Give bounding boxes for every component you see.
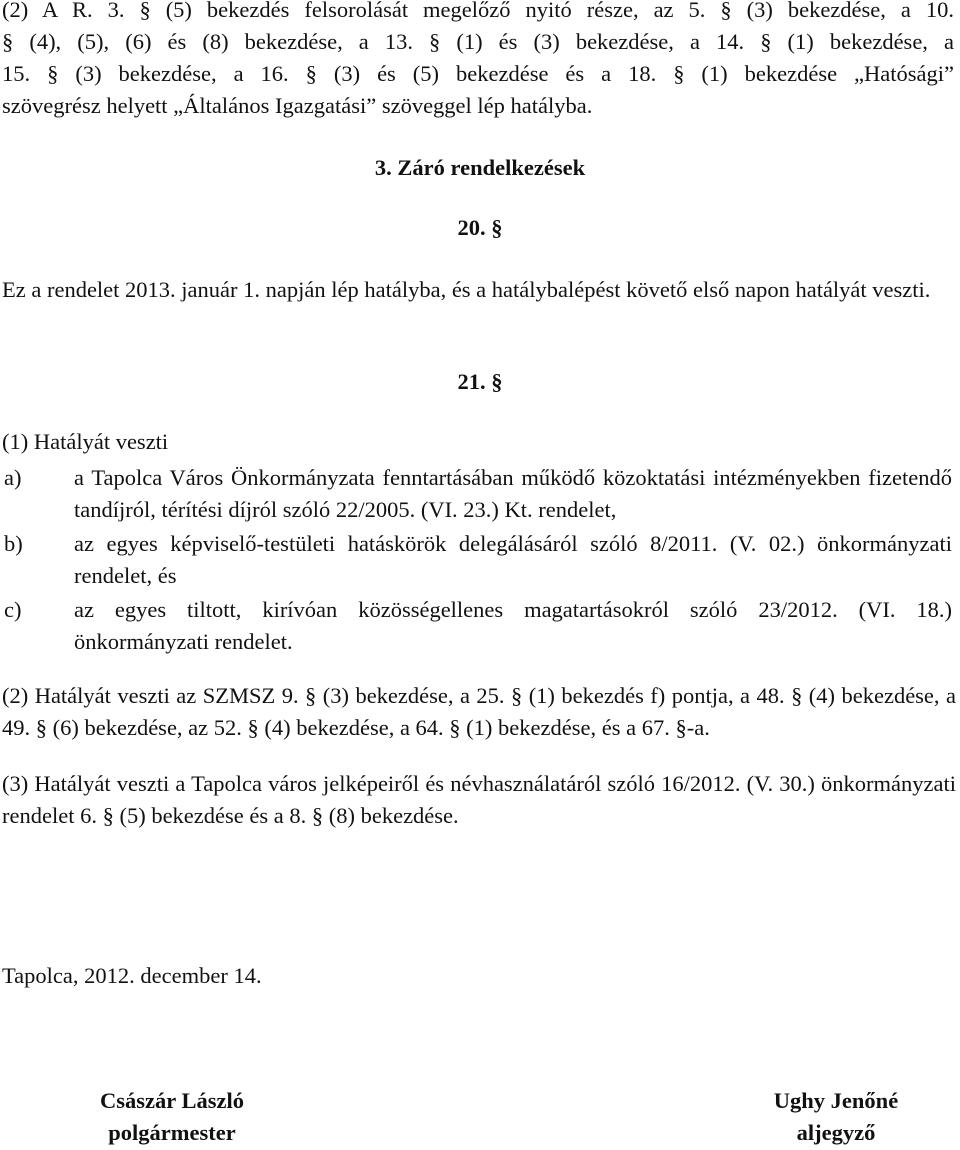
intro-paragraph bbox=[2, 0, 954, 122]
intro-line-1: (2) A R. 3. § (5) bekezdés felsorolását megelőző nyitó része, az 5. § (3) bekezdése, a 10. bbox=[2, 0, 954, 22]
list-item-label: c) bbox=[4, 597, 22, 622]
signature-left bbox=[62, 1085, 282, 1149]
section-20-heading: 20. § bbox=[457, 215, 503, 240]
chapter-title: 3. Záró rendelkezések bbox=[374, 155, 586, 180]
list-item bbox=[2, 594, 956, 658]
list-item-text: az egyes képviselő-testületi hatáskörök delegálásáról szóló 8/2011. (V. 02.) önkormányzati rendelet, és bbox=[74, 531, 952, 588]
intro-line-4: szövegrész helyett „Általános Igazgatási” szöveggel lép hatályba. bbox=[2, 93, 593, 118]
section-21-heading: 21. § bbox=[457, 369, 503, 394]
list-item-text: a Tapolca Város Önkormányzata fenntartásában működő közoktatási intézményekben fizetendő tandíjról, térítési díjról szóló 22/2005. (VI. 23.) Kt. rendelet, bbox=[74, 465, 952, 522]
signer-title: aljegyző bbox=[796, 1120, 876, 1145]
signature-right bbox=[726, 1085, 946, 1149]
section-21-body bbox=[2, 426, 956, 832]
section-21-p1-intro: (1) Hatályát veszti bbox=[2, 429, 169, 454]
signer-name: Ughy Jenőné bbox=[773, 1088, 899, 1113]
list-item bbox=[2, 462, 956, 526]
list-item-text: az egyes tiltott, kirívóan közösségellenes magatartásokról szóló 23/2012. (VI. 18.) önkormányzati rendelet. bbox=[74, 597, 952, 654]
list-item-label: b) bbox=[4, 531, 23, 556]
intro-line-3: 15. § (3) bekezdése, a 16. § (3) és (5) bekezdése és a 18. § (1) bekezdése „Hatósági” bbox=[2, 61, 954, 86]
signer-title: polgármester bbox=[108, 1120, 236, 1145]
section-20-text: Ez a rendelet 2013. január 1. napján lép hatályba, és a hatálybalépést követő első napon hatályát veszti. bbox=[2, 277, 931, 302]
intro-line-2: § (4), (5), (6) és (8) bekezdése, a 13. § (1) és (3) bekezdése, a 14. § (1) bekezdése, a bbox=[2, 29, 954, 54]
list-item bbox=[2, 528, 956, 592]
section-21-p2: (2) Hatályát veszti az SZMSZ 9. § (3) bekezdése, a 25. § (1) bekezdés f) pontja, a 48. § (4) bekezdése, a 49. § (6) bekezdése, az 52. § (4) bekezdése, a 64. § (1) bekezdése, és a 67. §-a. bbox=[2, 683, 956, 740]
signer-name: Császár László bbox=[100, 1088, 244, 1113]
section-21-p3: (3) Hatályát veszti a Tapolca város jelképeiről és névhasználatáról szóló 16/2012. (V. 30.) önkormányzati rendelet 6. § (5) bekezdése és a 8. § (8) bekezdése. bbox=[2, 771, 956, 828]
place-date: Tapolca, 2012. december 14. bbox=[2, 963, 262, 988]
list-item-label: a) bbox=[4, 465, 22, 490]
